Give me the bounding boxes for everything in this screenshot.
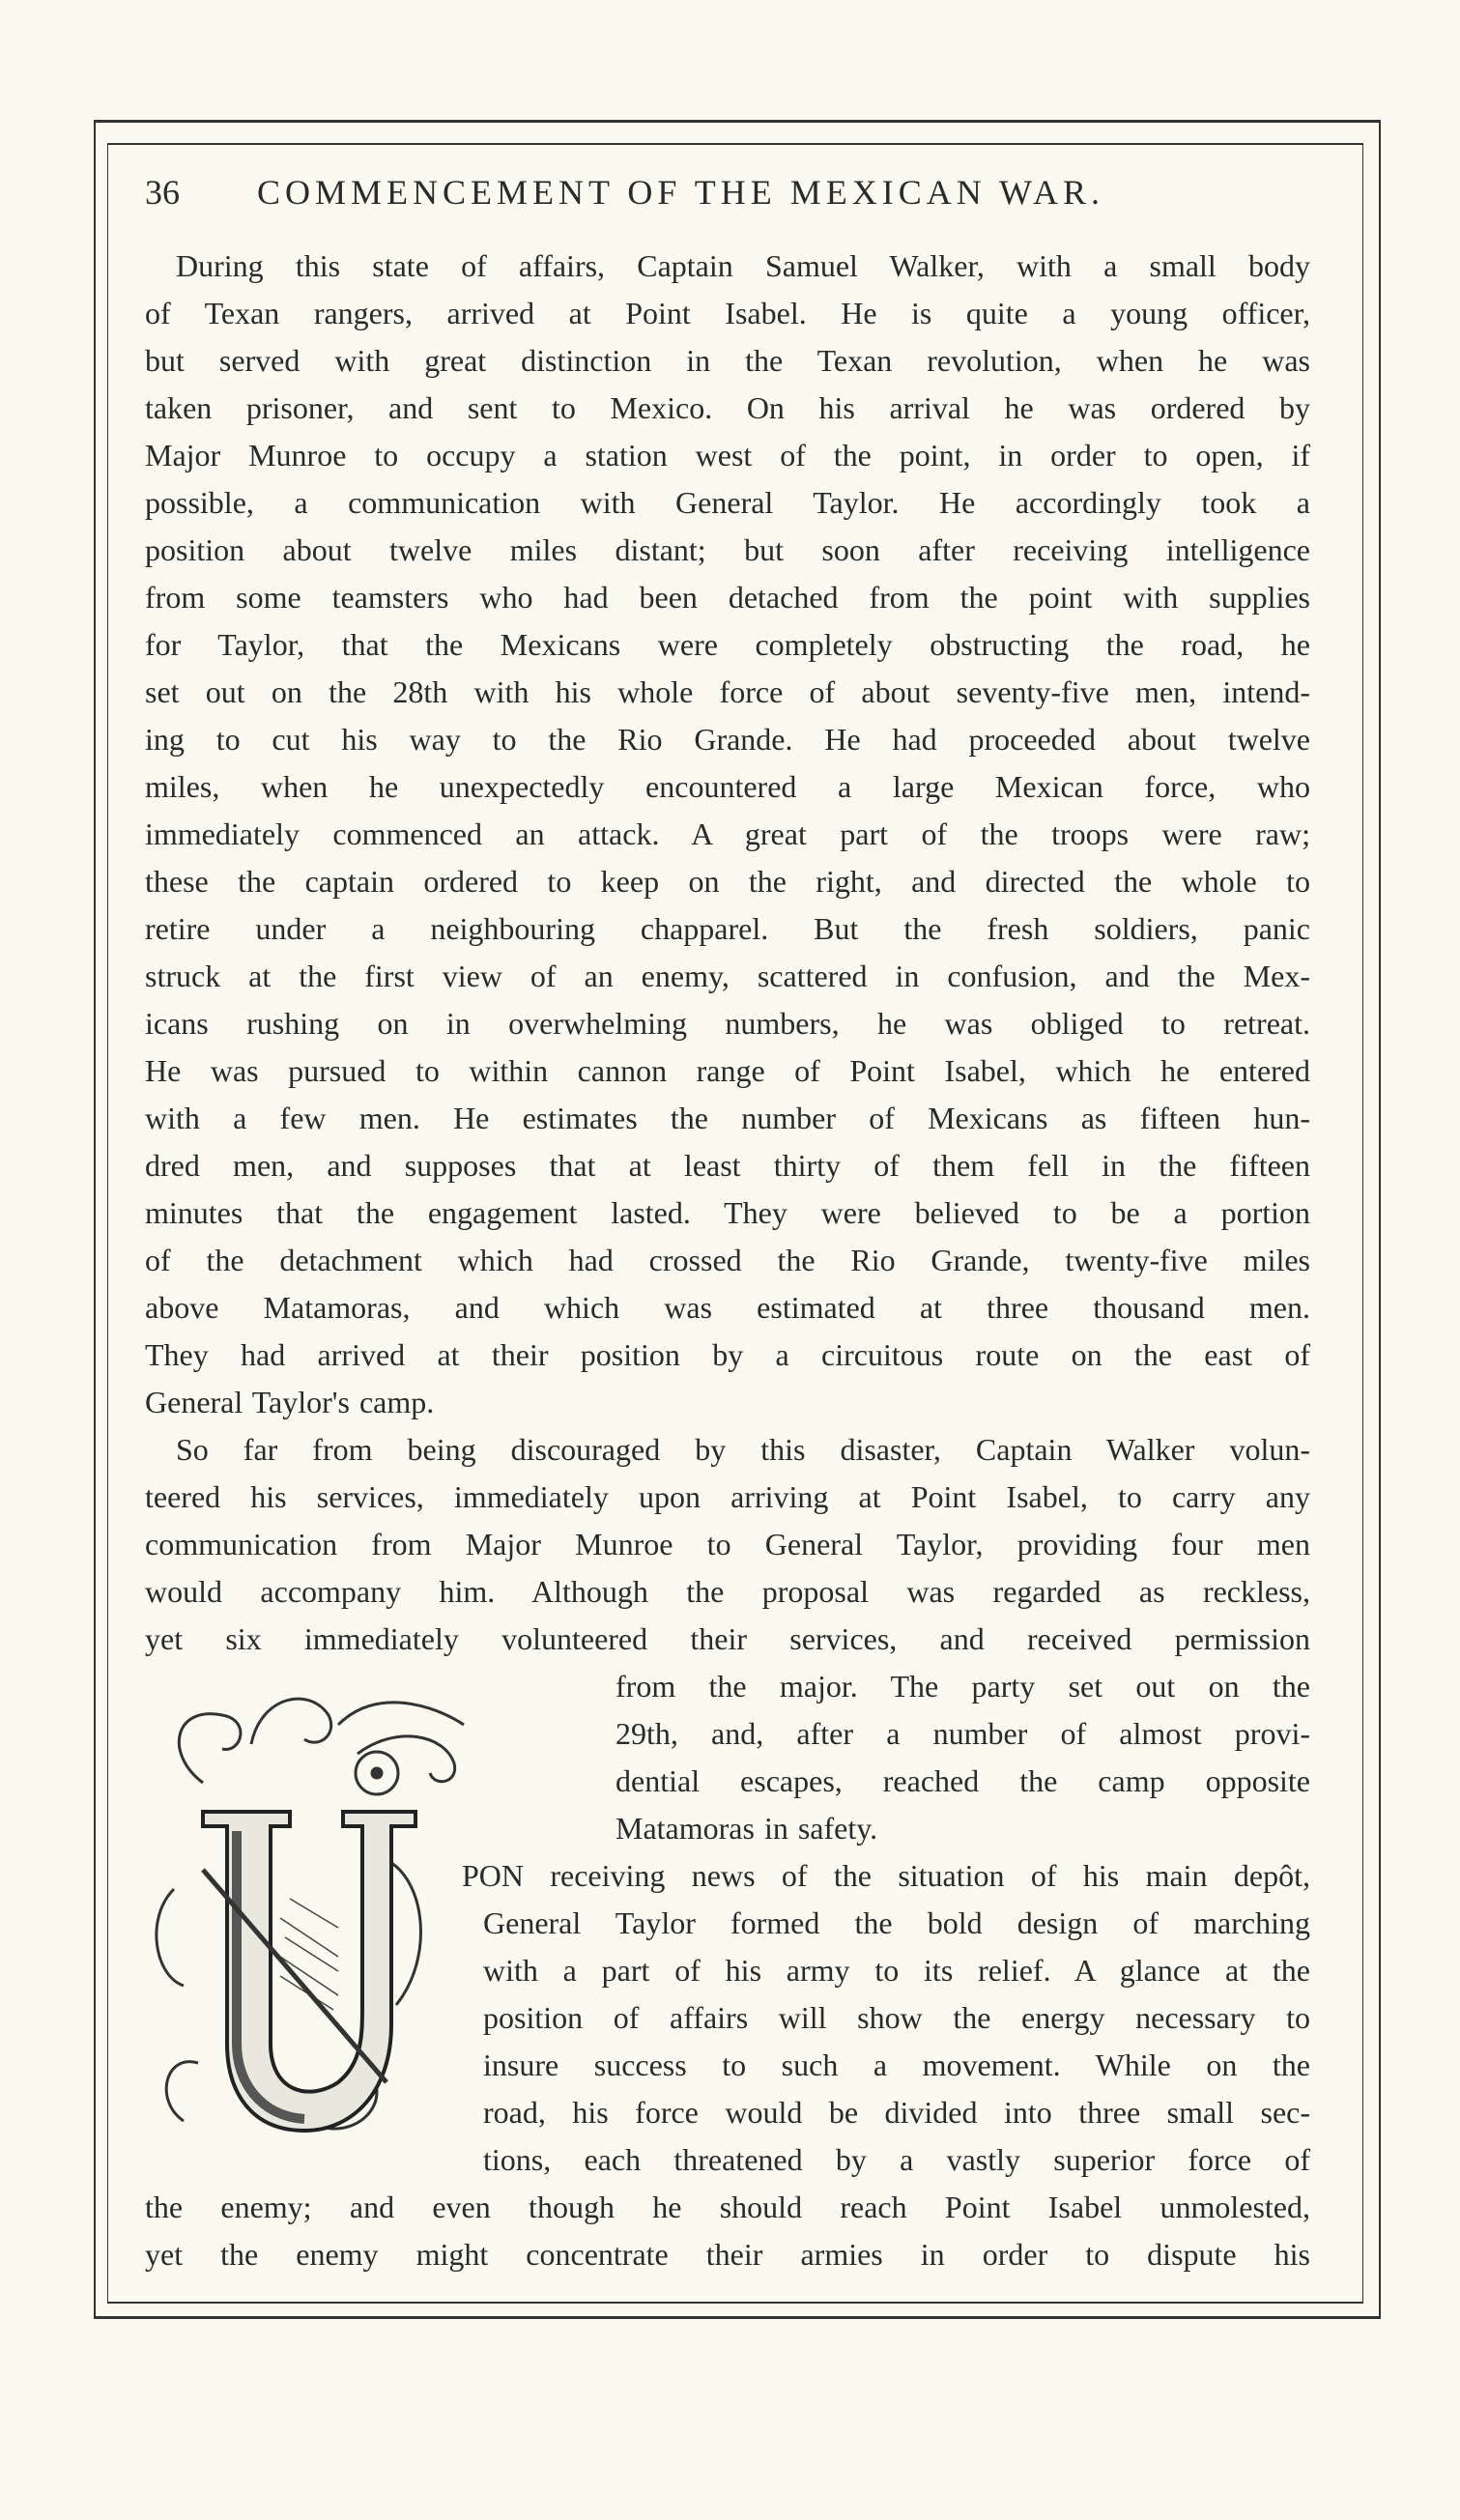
text-line: these the captain ordered to keep on the right, and directed the whole to <box>145 864 1310 899</box>
text-line: retire under a neighbouring chapparel. But the fresh soldiers, panic <box>145 911 1310 946</box>
text-line: dred men, and supposes that at least thirty of them fell in the fifteen <box>145 1148 1310 1183</box>
text-line: possible, a communication with General Taylor. He accordingly took a <box>145 485 1310 520</box>
text-line: 29th, and, after a number of almost provi- <box>615 1716 1310 1751</box>
text-line: teered his services, immediately upon arriving at Point Isabel, to carry any <box>145 1479 1310 1514</box>
text-line: They had arrived at their position by a circuitous route on the east of <box>145 1337 1310 1372</box>
text-line: So far from being discouraged by this disaster, Captain Walker volun- <box>176 1432 1310 1467</box>
text-line: PON receiving news of the situation of his main depôt, <box>462 1858 1310 1893</box>
inner-rule-top <box>107 143 1363 145</box>
text-line: taken prisoner, and sent to Mexico. On his arrival he was ordered by <box>145 390 1310 425</box>
text-line: During this state of affairs, Captain Samuel Walker, with a small body <box>176 248 1310 283</box>
text-line: from some teamsters who had been detached from the point with supplies <box>145 580 1310 615</box>
text-line: He was pursued to within cannon range of Point Isabel, which he entered <box>145 1053 1310 1088</box>
text-line: yet six immediately volunteered their services, and received permission <box>145 1621 1310 1656</box>
text-line: immediately commenced an attack. A great part of the troops were raw; <box>145 816 1310 851</box>
text-line: insure success to such a movement. While on the <box>483 2048 1310 2082</box>
text-line: road, his force would be divided into three small sec- <box>483 2095 1310 2130</box>
inner-rule-left <box>107 143 108 2302</box>
text-line: of the detachment which had crossed the Rio Grande, twenty-five miles <box>145 1243 1310 1277</box>
text-line: Matamoras in safety. <box>615 1811 878 1846</box>
text-line: from the major. The party set out on the <box>615 1669 1310 1704</box>
text-line: General Taylor formed the bold design of marching <box>483 1905 1310 1940</box>
text-line: with a part of his army to its relief. A glance at the <box>483 1953 1310 1988</box>
text-line: would accompany him. Although the proposal was regarded as reckless, <box>145 1574 1310 1609</box>
text-line: ing to cut his way to the Rio Grande. He had proceeded about twelve <box>145 722 1310 757</box>
text-line: above Matamoras, and which was estimated at three thousand men. <box>145 1290 1310 1325</box>
text-line: position of affairs will show the energy necessary to <box>483 2000 1310 2035</box>
text-line: the enemy; and even though he should reach Point Isabel unmolested, <box>145 2190 1310 2224</box>
text-line: dential escapes, reached the camp opposite <box>615 1763 1310 1798</box>
outer-rule-left <box>94 120 96 2317</box>
text-line: position about twelve miles distant; but soon after receiving intelligence <box>145 532 1310 567</box>
text-line: Major Munroe to occupy a station west of the point, in order to open, if <box>145 438 1310 472</box>
drop-cap-u-icon <box>145 1667 473 2169</box>
text-line: icans rushing on in overwhelming numbers, he was obliged to retreat. <box>145 1006 1310 1041</box>
outer-rule-bottom <box>94 2316 1381 2319</box>
inner-rule-bottom <box>107 2302 1363 2304</box>
text-line: General Taylor's camp. <box>145 1385 435 1419</box>
outer-rule-top <box>94 120 1381 123</box>
text-line: with a few men. He estimates the number of Mexicans as fifteen hun- <box>145 1101 1310 1135</box>
text-line: for Taylor, that the Mexicans were completely obstructing the road, he <box>145 627 1310 662</box>
inner-rule-right <box>1362 143 1363 2302</box>
text-line: yet the enemy might concentrate their armies in order to dispute his <box>145 2237 1310 2272</box>
ornamental-drop-cap <box>145 1667 473 2169</box>
running-title: COMMENCEMENT OF THE MEXICAN WAR. <box>257 173 1105 212</box>
page-number: 36 <box>145 173 180 212</box>
text-line: of Texan rangers, arrived at Point Isabel. He is quite a young officer, <box>145 296 1310 330</box>
text-line: minutes that the engagement lasted. They were believed to be a portion <box>145 1195 1310 1230</box>
text-line: communication from Major Munroe to General Taylor, providing four men <box>145 1527 1310 1561</box>
text-line: struck at the first view of an enemy, scattered in confusion, and the Mex- <box>145 959 1310 993</box>
text-line: miles, when he unexpectedly encountered a large Mexican force, who <box>145 769 1310 804</box>
text-line: tions, each threatened by a vastly superior force of <box>483 2142 1310 2177</box>
outer-rule-right <box>1379 120 1381 2317</box>
text-line: but served with great distinction in the Texan revolution, when he was <box>145 343 1310 378</box>
text-line: set out on the 28th with his whole force of about seventy-five men, intend- <box>145 674 1310 709</box>
